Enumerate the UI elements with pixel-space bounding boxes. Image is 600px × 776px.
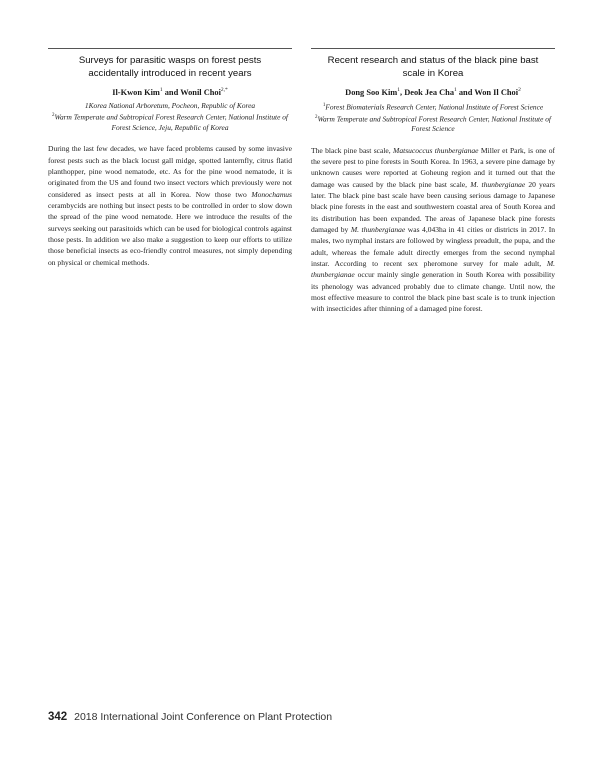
left-abstract-column [48,48,292,268]
author-name: Deok Jea Cha [404,87,455,97]
author-superscript: 1 [159,87,163,93]
page-number: 342 [48,711,68,723]
affiliation-superscript: 1 [322,102,326,108]
author-name: Il-Kwon Kim [112,87,160,97]
author-superscript: 2,* [220,87,228,93]
author-superscript: 1 [397,87,401,93]
left-author-line: Il-Kwon Kim$^1$ and Wonil Choi$^{2,*}$ [112,87,228,97]
affiliation: 1Korea National Arboretum, Pocheon, Republic of Korea [84,100,256,110]
italic-term: M. thunbergianae [311,259,555,280]
left-abstract-text: During the last few decades, we have faced problems caused by some invasive forest pests such as the black locust gall midge, spotted lanternfly, citrus flatid planthopper, pine wood nematode, etc. As for the pine wood nematode, it is originated from the US and found two insect vectors which previously were not considered as insect pests at all in Korea. Now those two Monochamus cerambycids are nothing but insect pests to be controlled in order to slow down the spread of the pine wood nematode. Here we introduce the results of the surveys seeking out parasitoids which can be used for biological controls against those pests. In addition we also make a suggestion to keep our efforts to utilize those beneficial insects as eco-friendly control measures, not simply depending on physical or chemical methods. [48,144,292,267]
left-affiliations [48,101,292,133]
italic-term: M. thunbergianae [350,225,406,235]
author-superscript: 1 [454,87,457,93]
italic-term: Matsucoccus thunbergianae [393,145,479,155]
right-abstract-column [311,48,555,315]
top-rule-left [48,48,292,49]
affiliation: $^2$Warm Temperate and Subtropical Forest Research Center, National Institute of Forest Science [315,114,551,134]
affiliation: $^2$Warm Temperate and Subtropical Forest Research Center, National Institute of Forest Science, Jeju, Republic of Korea [52,112,288,132]
top-rule-right [311,48,555,49]
italic-term: M. thunbergianae [470,179,526,189]
right-affiliations [311,101,555,135]
page-footer [48,711,332,723]
author-name: Dong Soo Kim [345,87,398,97]
author-superscript: 2 [518,87,521,93]
left-article-title: Surveys for parasitic wasps on forest pests accidentally introduced in recent years [78,55,262,79]
affiliation: $^1$Forest Biomaterials Research Center, National Institute of Forest Science [322,102,544,112]
italic-term: Monochamus [251,189,292,199]
affiliation-superscript: 2 [52,113,55,119]
author-name: Wonil Choi [180,87,221,97]
author-name: Won Il Choi [474,87,519,97]
right-abstract-text: The black pine bast scale, Matsucoccus thunbergianae Miller et Park, is one of the severe pest to pine forests in South Korea. In 1963, a severe pine damage by unknown causes were reported at Goheung region and it turned out that the damage was caused by the black pine bast scale, M. thunbergianae 20 years later. The black pine bast scale have been causing serious damage to Japanese black pine forests in the east and southwestern coastal area of South Korea and its distribution has been expanded. The areas of Japanese black pine forests damaged by M. thunbergianae was 4,043ha in 41 cities or districts in 2017. In males, two nymphal instars are followed by wingless preadult, the pupa, and the adult, whereas the female adult directly emerges from the second nymphal instar. According to recent sex pheromone survey for male adult, M. thunbergianae occur mainly single generation in South Korea with possibility its phenology was advanced probably due to climate change. Until now, the most effective measure to control the black pine bast scale is to trunk injection with insecticides after thinning of a damaged pine forest. [311,145,555,314]
affiliation-superscript: 2 [315,114,318,120]
right-author-line: Dong Soo Kim$^1$, Deok Jea Cha$^1$ and Won Il Choi$^2$ [345,87,521,97]
conference-name: 2018 International Joint Conference on Plant Protection [74,711,333,723]
right-article-title: Recent research and status of the black pine bast scale in Korea [327,55,539,79]
